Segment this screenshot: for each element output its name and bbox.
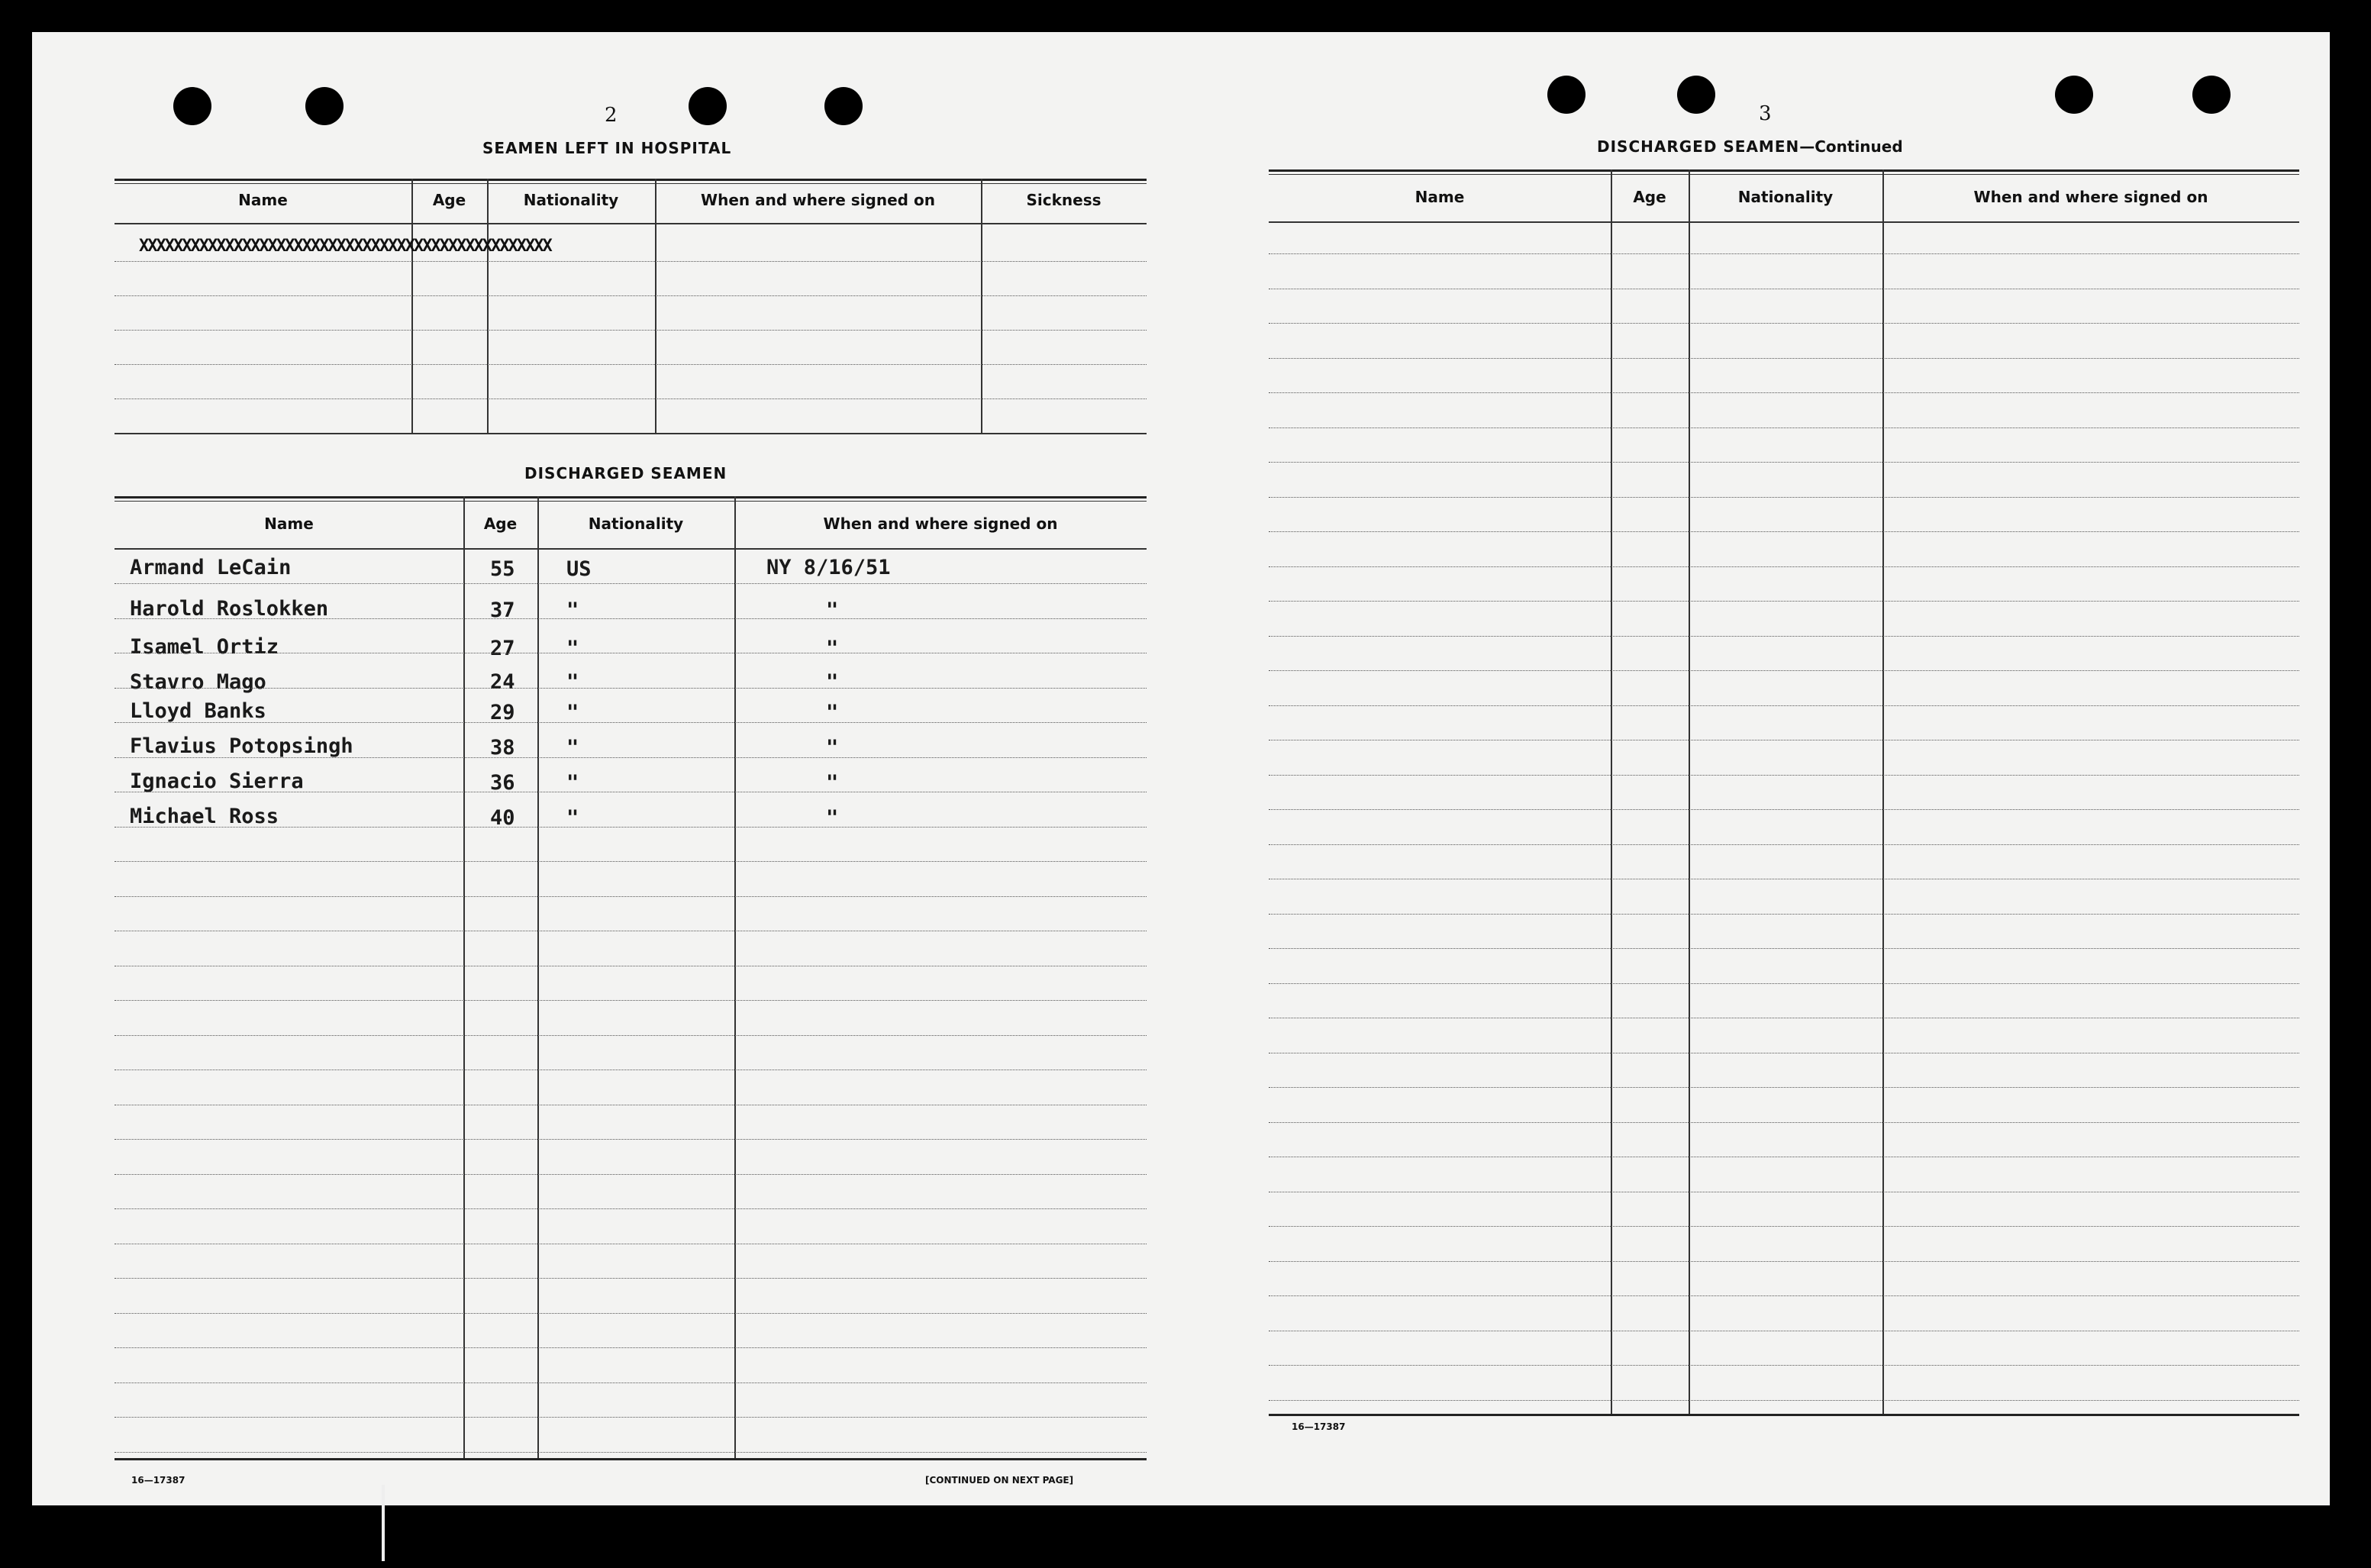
seaman-nationality: "	[566, 806, 579, 830]
seaman-name: Stavro Mago	[130, 670, 266, 694]
ruled-line	[1269, 1087, 2299, 1088]
ruled-line	[1269, 392, 2299, 393]
continued-col-nationality: Nationality	[1737, 188, 1834, 206]
seaman-age: 36	[490, 771, 515, 795]
continued-col-name: Name	[1415, 188, 1465, 206]
seaman-signed-on: "	[826, 771, 839, 795]
ruled-line	[1269, 1261, 2299, 1262]
hospital-col-signed-on: When and where signed on	[701, 191, 935, 209]
ruled-line	[1269, 636, 2299, 637]
ruled-line	[115, 722, 1147, 723]
seaman-name: Harold Roslokken	[130, 597, 329, 621]
ruled-line	[1269, 775, 2299, 776]
ruled-line	[115, 618, 1147, 619]
ruled-line	[115, 1278, 1147, 1279]
ruled-line	[115, 1313, 1147, 1314]
ruled-line	[115, 861, 1147, 862]
seaman-age: 38	[490, 736, 515, 760]
seaman-signed-on: "	[826, 670, 839, 694]
form-number: 16—17387	[1292, 1421, 1346, 1432]
punch-hole	[2192, 76, 2231, 114]
punch-hole	[689, 87, 727, 125]
punch-hole	[1547, 76, 1586, 114]
seaman-signed-on: "	[826, 701, 839, 724]
scan-artifact	[382, 1485, 385, 1561]
discharged-col-name: Name	[264, 515, 314, 533]
ruled-line	[1269, 948, 2299, 949]
seaman-nationality: "	[566, 701, 579, 724]
ruled-line	[115, 757, 1147, 758]
ruled-line	[1269, 462, 2299, 463]
punch-hole	[173, 87, 211, 125]
seaman-nationality: "	[566, 736, 579, 760]
discharged-continued-title	[1597, 137, 1903, 156]
ruled-line	[1269, 983, 2299, 984]
discharged-col-nationality: Nationality	[588, 515, 684, 533]
title-main: DISCHARGED SEAMEN	[1597, 137, 1800, 156]
ruled-line	[1269, 566, 2299, 567]
ruled-line	[1269, 1365, 2299, 1366]
seaman-name: Michael Ross	[130, 805, 279, 828]
page-number: 2	[605, 104, 618, 127]
seaman-age: 29	[490, 701, 515, 724]
hospital-col-age: Age	[432, 191, 466, 209]
hospital-col-nationality: Nationality	[523, 191, 619, 209]
continued-note: [CONTINUED ON NEXT PAGE]	[925, 1475, 1074, 1486]
seaman-signed-on: "	[826, 598, 839, 622]
ruled-line	[1269, 1226, 2299, 1227]
seaman-name: Flavius Potopsingh	[130, 734, 353, 758]
hospital-col-sickness: Sickness	[1026, 191, 1102, 209]
ruled-line	[115, 1139, 1147, 1140]
seaman-signed-on: "	[826, 806, 839, 830]
ruled-line	[1269, 1122, 2299, 1123]
ruled-line	[1269, 323, 2299, 324]
struck-hospital-entry: XXXXXXXXXXXXXXXXXXXXXXXXXXXXXXXXXXXXXXXXXXXXXXXX	[139, 237, 551, 256]
ruled-line	[115, 827, 1147, 828]
ruled-line	[1269, 601, 2299, 602]
ruled-line	[1269, 670, 2299, 671]
seaman-age: 55	[490, 557, 515, 581]
ruled-line	[115, 583, 1147, 584]
ruled-line	[115, 1208, 1147, 1209]
ruled-line	[115, 1035, 1147, 1036]
seaman-nationality: "	[566, 637, 579, 660]
ruled-line	[1269, 531, 2299, 532]
seaman-nationality: "	[566, 670, 579, 694]
seaman-age: 37	[490, 598, 515, 622]
punch-hole	[1677, 76, 1715, 114]
seaman-name: Armand LeCain	[130, 556, 292, 579]
ruled-line	[1269, 427, 2299, 428]
seaman-name: Isamel Ortiz	[130, 635, 279, 659]
punch-hole	[305, 87, 344, 125]
seaman-name: Lloyd Banks	[130, 699, 266, 723]
seaman-age: 24	[490, 670, 515, 694]
ruled-line	[115, 1347, 1147, 1348]
seaman-signed-on: "	[826, 736, 839, 760]
ruled-line	[115, 1417, 1147, 1418]
document-sheet	[32, 32, 2330, 1505]
ruled-line	[1269, 253, 2299, 254]
seaman-nationality: "	[566, 598, 579, 622]
punch-hole	[2055, 76, 2093, 114]
page-number: 3	[1759, 102, 1772, 125]
ruled-line	[1269, 809, 2299, 810]
seaman-age: 27	[490, 637, 515, 660]
ruled-line	[1269, 358, 2299, 359]
ruled-line	[115, 1174, 1147, 1175]
ruled-line	[1269, 497, 2299, 498]
ruled-line	[1269, 705, 2299, 706]
hospital-section-title: SEAMEN LEFT IN HOSPITAL	[482, 139, 732, 157]
seaman-name: Ignacio Sierra	[130, 769, 304, 793]
ruled-line	[115, 896, 1147, 897]
continued-col-age: Age	[1633, 188, 1666, 206]
ruled-line	[1269, 914, 2299, 915]
seaman-nationality: US	[566, 557, 592, 581]
ruled-line	[115, 1000, 1147, 1001]
continued-col-signed-on: When and where signed on	[1973, 188, 2208, 206]
seaman-signed-on: "	[826, 637, 839, 660]
discharged-col-age: Age	[483, 515, 518, 533]
ruled-line	[115, 1452, 1147, 1453]
ruled-line	[1269, 844, 2299, 845]
form-number: 16—17387	[131, 1475, 185, 1486]
discharged-col-signed-on: When and where signed on	[823, 515, 1058, 533]
seaman-signed-on: NY 8/16/51	[766, 556, 891, 579]
hospital-col-name: Name	[238, 191, 288, 209]
discharged-section-title: DISCHARGED SEAMEN	[524, 464, 727, 482]
ruled-line	[1269, 1295, 2299, 1296]
title-continued: —Continued	[1799, 137, 1903, 156]
punch-hole	[824, 87, 863, 125]
seaman-age: 40	[490, 806, 515, 830]
ruled-line	[115, 1382, 1147, 1383]
ruled-line	[115, 688, 1147, 689]
seaman-nationality: "	[566, 771, 579, 795]
ruled-line	[1269, 1400, 2299, 1401]
